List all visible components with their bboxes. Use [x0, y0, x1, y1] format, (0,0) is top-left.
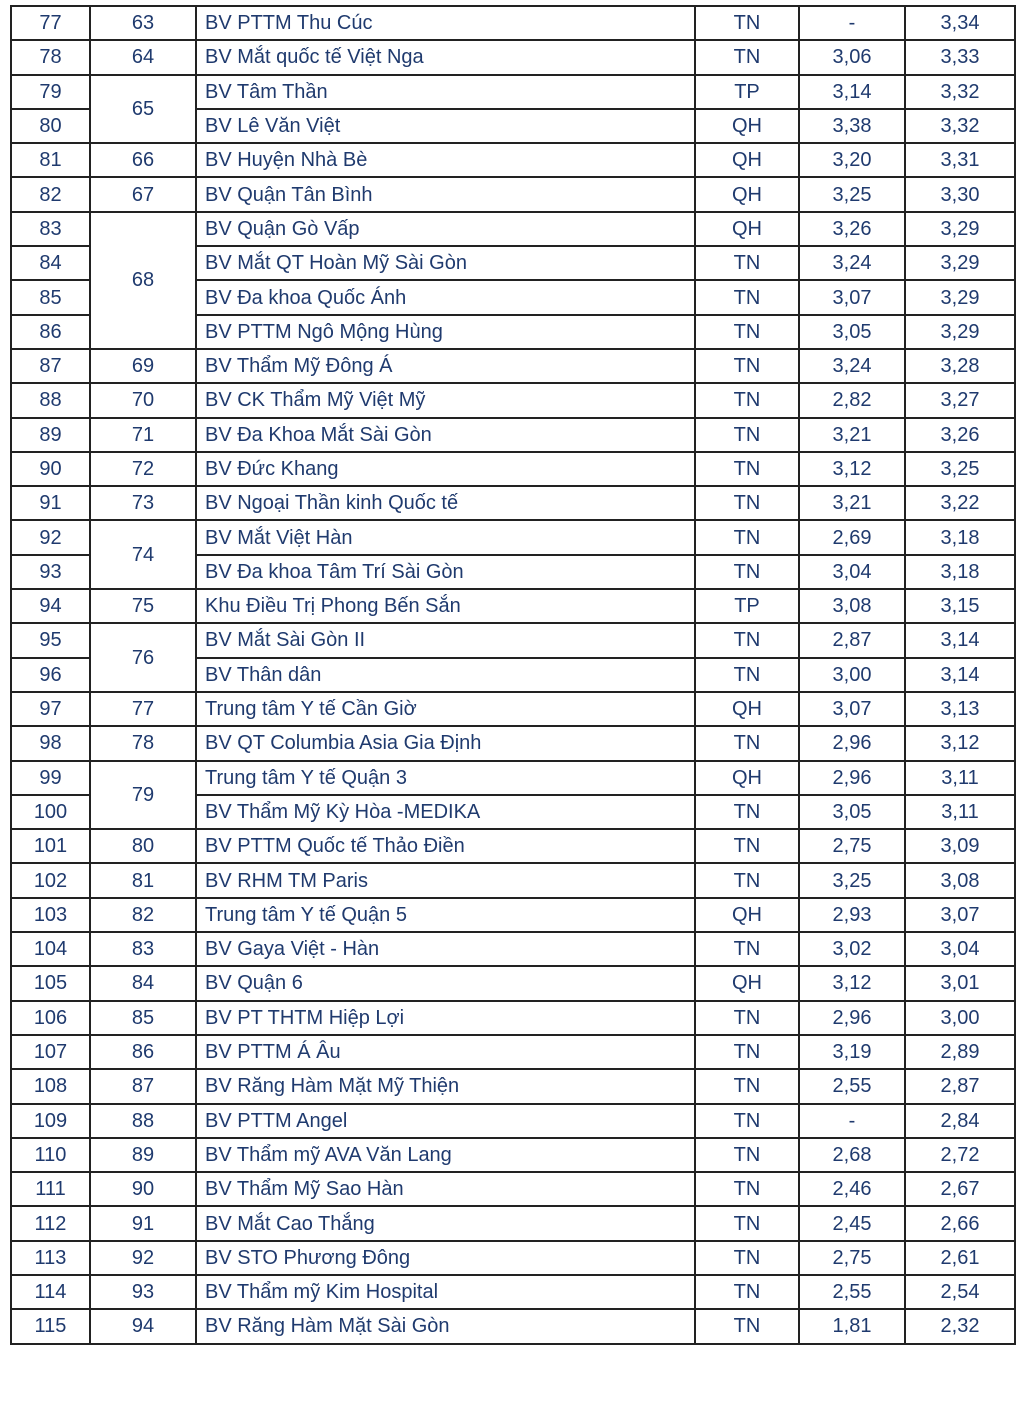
- rank-cell: 92: [90, 1241, 196, 1275]
- order-number-cell: 77: [11, 6, 90, 40]
- order-number-cell: 103: [11, 898, 90, 932]
- hospital-type-cell: TN: [695, 1309, 799, 1343]
- hospital-name-cell: BV PTTM Angel: [196, 1104, 695, 1138]
- hospital-name-cell: BV Huyện Nhà Bè: [196, 143, 695, 177]
- score-previous-cell: 3,04: [799, 555, 905, 589]
- order-number-cell: 114: [11, 1275, 90, 1309]
- hospital-ranking-table: [10, 5, 1016, 1345]
- order-number-cell: 99: [11, 761, 90, 795]
- score-previous-cell: 3,24: [799, 246, 905, 280]
- score-current-cell: 3,09: [905, 829, 1015, 863]
- table-row: [11, 1206, 1015, 1240]
- hospital-type-cell: TN: [695, 1172, 799, 1206]
- score-current-cell: 2,67: [905, 1172, 1015, 1206]
- hospital-type-cell: TN: [695, 280, 799, 314]
- table-row: [11, 143, 1015, 177]
- table-row: [11, 520, 1015, 554]
- hospital-name-cell: BV QT Columbia Asia Gia Định: [196, 726, 695, 760]
- rank-cell: 72: [90, 452, 196, 486]
- table-row: [11, 212, 1015, 246]
- hospital-name-cell: BV Đức Khang: [196, 452, 695, 486]
- hospital-name-cell: BV Đa Khoa Mắt Sài Gòn: [196, 418, 695, 452]
- score-current-cell: 3,29: [905, 246, 1015, 280]
- hospital-type-cell: TN: [695, 555, 799, 589]
- rank-cell: 89: [90, 1138, 196, 1172]
- table-row: [11, 1138, 1015, 1172]
- order-number-cell: 109: [11, 1104, 90, 1138]
- score-previous-cell: 2,45: [799, 1206, 905, 1240]
- hospital-name-cell: BV Lê Văn Việt: [196, 109, 695, 143]
- score-previous-cell: 3,12: [799, 452, 905, 486]
- hospital-name-cell: BV Mắt quốc tế Việt Nga: [196, 40, 695, 74]
- rank-cell: 71: [90, 418, 196, 452]
- score-previous-cell: 3,02: [799, 932, 905, 966]
- score-previous-cell: 2,96: [799, 1001, 905, 1035]
- hospital-type-cell: TP: [695, 589, 799, 623]
- table-row: [11, 1241, 1015, 1275]
- score-current-cell: 2,87: [905, 1069, 1015, 1103]
- hospital-name-cell: BV PTTM Thu Cúc: [196, 6, 695, 40]
- table-row: [11, 177, 1015, 211]
- rank-cell: 67: [90, 177, 196, 211]
- hospital-name-cell: BV Thẩm Mỹ Kỳ Hòa -MEDIKA: [196, 795, 695, 829]
- order-number-cell: 91: [11, 486, 90, 520]
- hospital-type-cell: TN: [695, 863, 799, 897]
- hospital-type-cell: TN: [695, 1035, 799, 1069]
- score-previous-cell: 2,93: [799, 898, 905, 932]
- hospital-name-cell: BV Thẩm Mỹ Sao Hàn: [196, 1172, 695, 1206]
- order-number-cell: 90: [11, 452, 90, 486]
- order-number-cell: 108: [11, 1069, 90, 1103]
- hospital-type-cell: QH: [695, 212, 799, 246]
- hospital-type-cell: TN: [695, 1104, 799, 1138]
- score-current-cell: 3,12: [905, 726, 1015, 760]
- order-number-cell: 107: [11, 1035, 90, 1069]
- score-previous-cell: 2,75: [799, 829, 905, 863]
- hospital-type-cell: TN: [695, 726, 799, 760]
- order-number-cell: 110: [11, 1138, 90, 1172]
- order-number-cell: 104: [11, 932, 90, 966]
- hospital-type-cell: TP: [695, 75, 799, 109]
- order-number-cell: 81: [11, 143, 90, 177]
- order-number-cell: 106: [11, 1001, 90, 1035]
- score-current-cell: 2,66: [905, 1206, 1015, 1240]
- hospital-name-cell: BV PTTM Á Âu: [196, 1035, 695, 1069]
- order-number-cell: 113: [11, 1241, 90, 1275]
- order-number-cell: 98: [11, 726, 90, 760]
- hospital-name-cell: BV Mắt Sài Gòn II: [196, 623, 695, 657]
- score-previous-cell: 3,05: [799, 315, 905, 349]
- score-current-cell: 3,14: [905, 623, 1015, 657]
- hospital-type-cell: TN: [695, 623, 799, 657]
- order-number-cell: 95: [11, 623, 90, 657]
- hospital-name-cell: BV Mắt Việt Hàn: [196, 520, 695, 554]
- score-current-cell: 3,13: [905, 692, 1015, 726]
- score-current-cell: 2,54: [905, 1275, 1015, 1309]
- order-number-cell: 86: [11, 315, 90, 349]
- score-current-cell: 3,08: [905, 863, 1015, 897]
- table-row: [11, 1035, 1015, 1069]
- hospital-type-cell: QH: [695, 898, 799, 932]
- score-current-cell: 3,11: [905, 795, 1015, 829]
- rank-cell: 93: [90, 1275, 196, 1309]
- score-current-cell: 3,33: [905, 40, 1015, 74]
- score-previous-cell: 3,05: [799, 795, 905, 829]
- table-row: [11, 829, 1015, 863]
- score-current-cell: 2,32: [905, 1309, 1015, 1343]
- order-number-cell: 88: [11, 383, 90, 417]
- table-row: [11, 75, 1015, 109]
- order-number-cell: 115: [11, 1309, 90, 1343]
- order-number-cell: 102: [11, 863, 90, 897]
- order-number-cell: 111: [11, 1172, 90, 1206]
- score-previous-cell: 3,38: [799, 109, 905, 143]
- order-number-cell: 78: [11, 40, 90, 74]
- order-number-cell: 100: [11, 795, 90, 829]
- score-current-cell: 2,72: [905, 1138, 1015, 1172]
- table-row: [11, 932, 1015, 966]
- rank-cell: 80: [90, 829, 196, 863]
- hospital-name-cell: BV Thẩm Mỹ Đông Á: [196, 349, 695, 383]
- table-row: [11, 863, 1015, 897]
- score-previous-cell: -: [799, 1104, 905, 1138]
- score-previous-cell: 3,14: [799, 75, 905, 109]
- score-previous-cell: 3,08: [799, 589, 905, 623]
- table-body: [11, 6, 1015, 1344]
- score-current-cell: 2,84: [905, 1104, 1015, 1138]
- table-row: [11, 349, 1015, 383]
- score-previous-cell: 1,81: [799, 1309, 905, 1343]
- hospital-name-cell: BV CK Thẩm Mỹ Việt Mỹ: [196, 383, 695, 417]
- rank-cell: 64: [90, 40, 196, 74]
- rank-cell: 70: [90, 383, 196, 417]
- order-number-cell: 89: [11, 418, 90, 452]
- order-number-cell: 93: [11, 555, 90, 589]
- rank-cell: 65: [90, 75, 196, 144]
- score-previous-cell: 3,21: [799, 418, 905, 452]
- rank-cell: 63: [90, 6, 196, 40]
- table-row: [11, 418, 1015, 452]
- score-previous-cell: 3,20: [799, 143, 905, 177]
- rank-cell: 88: [90, 1104, 196, 1138]
- hospital-type-cell: TN: [695, 246, 799, 280]
- order-number-cell: 96: [11, 658, 90, 692]
- score-previous-cell: 2,46: [799, 1172, 905, 1206]
- hospital-name-cell: Khu Điều Trị Phong Bến Sắn: [196, 589, 695, 623]
- rank-cell: 91: [90, 1206, 196, 1240]
- score-current-cell: 2,89: [905, 1035, 1015, 1069]
- score-previous-cell: 2,82: [799, 383, 905, 417]
- hospital-name-cell: BV Thẩm mỹ Kim Hospital: [196, 1275, 695, 1309]
- score-previous-cell: 3,07: [799, 280, 905, 314]
- rank-cell: 73: [90, 486, 196, 520]
- order-number-cell: 112: [11, 1206, 90, 1240]
- order-number-cell: 97: [11, 692, 90, 726]
- rank-cell: 85: [90, 1001, 196, 1035]
- hospital-name-cell: BV Gaya Việt - Hàn: [196, 932, 695, 966]
- score-previous-cell: 3,24: [799, 349, 905, 383]
- score-current-cell: 3,01: [905, 966, 1015, 1000]
- score-current-cell: 3,31: [905, 143, 1015, 177]
- table-row: [11, 452, 1015, 486]
- hospital-name-cell: BV Ngoại Thần kinh Quốc tế: [196, 486, 695, 520]
- hospital-name-cell: BV Răng Hàm Mặt Mỹ Thiện: [196, 1069, 695, 1103]
- hospital-type-cell: TN: [695, 1001, 799, 1035]
- rank-cell: 82: [90, 898, 196, 932]
- hospital-type-cell: TN: [695, 452, 799, 486]
- score-current-cell: 3,18: [905, 555, 1015, 589]
- score-previous-cell: 3,00: [799, 658, 905, 692]
- rank-cell: 77: [90, 692, 196, 726]
- hospital-type-cell: TN: [695, 1069, 799, 1103]
- score-current-cell: 3,25: [905, 452, 1015, 486]
- rank-cell: 87: [90, 1069, 196, 1103]
- score-current-cell: 3,29: [905, 212, 1015, 246]
- score-current-cell: 3,04: [905, 932, 1015, 966]
- score-current-cell: 3,18: [905, 520, 1015, 554]
- rank-cell: 94: [90, 1309, 196, 1343]
- rank-cell: 69: [90, 349, 196, 383]
- hospital-name-cell: Trung tâm Y tế Cần Giờ: [196, 692, 695, 726]
- hospital-name-cell: Trung tâm Y tế Quận 5: [196, 898, 695, 932]
- hospital-type-cell: TN: [695, 658, 799, 692]
- order-number-cell: 79: [11, 75, 90, 109]
- score-previous-cell: 3,06: [799, 40, 905, 74]
- score-current-cell: 3,27: [905, 383, 1015, 417]
- table-row: [11, 761, 1015, 795]
- hospital-name-cell: BV Thẩm mỹ AVA Văn Lang: [196, 1138, 695, 1172]
- score-current-cell: 3,26: [905, 418, 1015, 452]
- hospital-name-cell: BV RHM TM Paris: [196, 863, 695, 897]
- hospital-type-cell: QH: [695, 109, 799, 143]
- hospital-name-cell: BV Quận 6: [196, 966, 695, 1000]
- score-previous-cell: 3,26: [799, 212, 905, 246]
- hospital-type-cell: TN: [695, 1138, 799, 1172]
- order-number-cell: 83: [11, 212, 90, 246]
- order-number-cell: 92: [11, 520, 90, 554]
- score-current-cell: 3,32: [905, 75, 1015, 109]
- hospital-type-cell: TN: [695, 795, 799, 829]
- hospital-type-cell: QH: [695, 966, 799, 1000]
- table-row: [11, 692, 1015, 726]
- rank-cell: 76: [90, 623, 196, 692]
- score-current-cell: 3,30: [905, 177, 1015, 211]
- table-row: [11, 486, 1015, 520]
- hospital-type-cell: TN: [695, 6, 799, 40]
- table-row: [11, 383, 1015, 417]
- score-current-cell: 3,34: [905, 6, 1015, 40]
- table-row: [11, 6, 1015, 40]
- score-previous-cell: 3,12: [799, 966, 905, 1000]
- hospital-name-cell: BV Đa khoa Tâm Trí Sài Gòn: [196, 555, 695, 589]
- score-previous-cell: 2,96: [799, 726, 905, 760]
- order-number-cell: 82: [11, 177, 90, 211]
- rank-cell: 75: [90, 589, 196, 623]
- score-previous-cell: 2,69: [799, 520, 905, 554]
- hospital-type-cell: TN: [695, 315, 799, 349]
- table-row: [11, 1069, 1015, 1103]
- score-current-cell: 3,32: [905, 109, 1015, 143]
- hospital-type-cell: TN: [695, 1275, 799, 1309]
- score-current-cell: 3,15: [905, 589, 1015, 623]
- score-previous-cell: 2,55: [799, 1275, 905, 1309]
- table-row: [11, 40, 1015, 74]
- hospital-name-cell: Trung tâm Y tế Quận 3: [196, 761, 695, 795]
- hospital-type-cell: QH: [695, 761, 799, 795]
- hospital-name-cell: BV PTTM Quốc tế Thảo Điền: [196, 829, 695, 863]
- table-row: [11, 1001, 1015, 1035]
- order-number-cell: 105: [11, 966, 90, 1000]
- rank-cell: 90: [90, 1172, 196, 1206]
- table-row: [11, 1309, 1015, 1343]
- rank-cell: 79: [90, 761, 196, 830]
- table-row: [11, 726, 1015, 760]
- hospital-name-cell: BV Thân dân: [196, 658, 695, 692]
- hospital-type-cell: QH: [695, 143, 799, 177]
- order-number-cell: 94: [11, 589, 90, 623]
- score-current-cell: 3,11: [905, 761, 1015, 795]
- score-previous-cell: 2,55: [799, 1069, 905, 1103]
- hospital-type-cell: TN: [695, 1206, 799, 1240]
- rank-cell: 78: [90, 726, 196, 760]
- score-previous-cell: -: [799, 6, 905, 40]
- table-row: [11, 623, 1015, 657]
- rank-cell: 83: [90, 932, 196, 966]
- score-previous-cell: 2,87: [799, 623, 905, 657]
- hospital-name-cell: BV Quận Tân Bình: [196, 177, 695, 211]
- score-current-cell: 2,61: [905, 1241, 1015, 1275]
- hospital-type-cell: TN: [695, 418, 799, 452]
- score-previous-cell: 3,07: [799, 692, 905, 726]
- hospital-type-cell: QH: [695, 177, 799, 211]
- score-current-cell: 3,00: [905, 1001, 1015, 1035]
- score-current-cell: 3,29: [905, 315, 1015, 349]
- score-current-cell: 3,22: [905, 486, 1015, 520]
- table-row: [11, 1104, 1015, 1138]
- score-previous-cell: 2,75: [799, 1241, 905, 1275]
- score-previous-cell: 2,68: [799, 1138, 905, 1172]
- hospital-name-cell: BV Tâm Thần: [196, 75, 695, 109]
- score-current-cell: 3,29: [905, 280, 1015, 314]
- rank-cell: 68: [90, 212, 196, 349]
- hospital-type-cell: TN: [695, 1241, 799, 1275]
- hospital-type-cell: TN: [695, 932, 799, 966]
- rank-cell: 81: [90, 863, 196, 897]
- score-previous-cell: 3,21: [799, 486, 905, 520]
- hospital-type-cell: TN: [695, 383, 799, 417]
- score-previous-cell: 3,25: [799, 863, 905, 897]
- hospital-name-cell: BV STO Phương Đông: [196, 1241, 695, 1275]
- hospital-type-cell: QH: [695, 692, 799, 726]
- order-number-cell: 84: [11, 246, 90, 280]
- hospital-name-cell: BV Đa khoa Quốc Ánh: [196, 280, 695, 314]
- hospital-type-cell: TN: [695, 486, 799, 520]
- score-previous-cell: 3,19: [799, 1035, 905, 1069]
- order-number-cell: 80: [11, 109, 90, 143]
- hospital-name-cell: BV PTTM Ngô Mộng Hùng: [196, 315, 695, 349]
- score-current-cell: 3,28: [905, 349, 1015, 383]
- rank-cell: 84: [90, 966, 196, 1000]
- rank-cell: 74: [90, 520, 196, 589]
- hospital-name-cell: BV Mắt QT Hoàn Mỹ Sài Gòn: [196, 246, 695, 280]
- table-row: [11, 1172, 1015, 1206]
- hospital-type-cell: TN: [695, 520, 799, 554]
- score-previous-cell: 3,25: [799, 177, 905, 211]
- hospital-type-cell: TN: [695, 829, 799, 863]
- score-current-cell: 3,14: [905, 658, 1015, 692]
- table-row: [11, 589, 1015, 623]
- score-current-cell: 3,07: [905, 898, 1015, 932]
- hospital-type-cell: TN: [695, 40, 799, 74]
- hospital-type-cell: TN: [695, 349, 799, 383]
- table-row: [11, 1275, 1015, 1309]
- rank-cell: 66: [90, 143, 196, 177]
- order-number-cell: 87: [11, 349, 90, 383]
- hospital-name-cell: BV PT THTM Hiệp Lợi: [196, 1001, 695, 1035]
- score-previous-cell: 2,96: [799, 761, 905, 795]
- rank-cell: 86: [90, 1035, 196, 1069]
- order-number-cell: 85: [11, 280, 90, 314]
- table-row: [11, 966, 1015, 1000]
- order-number-cell: 101: [11, 829, 90, 863]
- hospital-name-cell: BV Răng Hàm Mặt Sài Gòn: [196, 1309, 695, 1343]
- hospital-name-cell: BV Quận Gò Vấp: [196, 212, 695, 246]
- hospital-name-cell: BV Mắt Cao Thắng: [196, 1206, 695, 1240]
- table-row: [11, 898, 1015, 932]
